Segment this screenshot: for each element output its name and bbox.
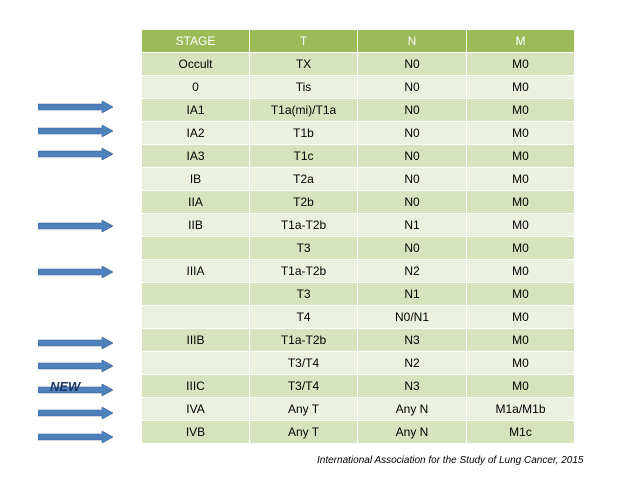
cell-t: T4	[250, 306, 358, 329]
table-row	[142, 329, 575, 352]
cell-stage	[142, 306, 250, 329]
cell-m: M0	[467, 145, 575, 168]
cell-t: Any T	[250, 398, 358, 421]
cell-stage	[142, 352, 250, 375]
cell-stage: IVA	[142, 398, 250, 421]
cell-n: N3	[358, 329, 467, 352]
table-row	[142, 283, 575, 306]
cell-m: M0	[467, 283, 575, 306]
cell-n: N0	[358, 76, 467, 99]
cell-t: T3/T4	[250, 375, 358, 398]
header-stage: STAGE	[142, 30, 250, 53]
cell-stage: IA3	[142, 145, 250, 168]
cell-n: N0	[358, 145, 467, 168]
right-arrow-icon	[38, 407, 113, 419]
cell-m: M0	[467, 191, 575, 214]
cell-t: Tis	[250, 76, 358, 99]
cell-m: M0	[467, 306, 575, 329]
cell-m: M0	[467, 237, 575, 260]
new-label: NEW	[50, 379, 81, 394]
cell-m: M0	[467, 168, 575, 191]
cell-m: M0	[467, 375, 575, 398]
cell-n: Any N	[358, 398, 467, 421]
cell-n: N1	[358, 214, 467, 237]
cell-n: N0	[358, 122, 467, 145]
right-arrow-icon	[38, 360, 113, 372]
source-caption: International Association for the Study of Lung Cancer, 2015	[317, 455, 584, 466]
table-row	[142, 99, 575, 122]
cell-m: M0	[467, 214, 575, 237]
cell-stage: IA2	[142, 122, 250, 145]
cell-n: N3	[358, 375, 467, 398]
cell-stage: IIIB	[142, 329, 250, 352]
table-row	[142, 260, 575, 283]
table-row	[142, 306, 575, 329]
header-t: T	[250, 30, 358, 53]
cell-m: M1c	[467, 421, 575, 444]
table-row	[142, 375, 575, 398]
cell-t: Any T	[250, 421, 358, 444]
cell-t: T1a-T2b	[250, 214, 358, 237]
cell-stage: IVB	[142, 421, 250, 444]
cell-t: T1b	[250, 122, 358, 145]
cell-n: N0	[358, 237, 467, 260]
header-n: N	[358, 30, 467, 53]
cell-n: N2	[358, 260, 467, 283]
cell-m: M0	[467, 352, 575, 375]
cell-stage: IIA	[142, 191, 250, 214]
cell-n: N0	[358, 191, 467, 214]
cell-stage: IIB	[142, 214, 250, 237]
table-row	[142, 214, 575, 237]
cell-t: T1a-T2b	[250, 329, 358, 352]
cell-stage: Occult	[142, 53, 250, 76]
right-arrow-icon	[38, 337, 113, 349]
cell-n: N0	[358, 99, 467, 122]
cell-n: N2	[358, 352, 467, 375]
right-arrow-icon	[38, 148, 113, 160]
table-row	[142, 421, 575, 444]
table-row	[142, 352, 575, 375]
cell-t: T1c	[250, 145, 358, 168]
table-row	[142, 398, 575, 421]
cell-t: T1a(mi)/T1a	[250, 99, 358, 122]
cell-t: T3/T4	[250, 352, 358, 375]
cell-t: T2b	[250, 191, 358, 214]
cell-m: M0	[467, 99, 575, 122]
cell-m: M0	[467, 260, 575, 283]
cell-stage: IIIC	[142, 375, 250, 398]
cell-stage: IIIA	[142, 260, 250, 283]
cell-m: M0	[467, 329, 575, 352]
table-row	[142, 191, 575, 214]
cell-stage: IB	[142, 168, 250, 191]
right-arrow-icon	[38, 431, 113, 443]
cell-t: T1a-T2b	[250, 260, 358, 283]
cell-stage	[142, 237, 250, 260]
cell-t: T3	[250, 237, 358, 260]
cell-stage: IA1	[142, 99, 250, 122]
table-row	[142, 122, 575, 145]
cell-t: T2a	[250, 168, 358, 191]
table-row	[142, 168, 575, 191]
cell-n: N1	[358, 283, 467, 306]
cell-n: N0	[358, 53, 467, 76]
cell-n: N0	[358, 168, 467, 191]
cell-m: M0	[467, 53, 575, 76]
cell-stage	[142, 283, 250, 306]
cell-m: M1a/M1b	[467, 398, 575, 421]
cell-n: Any N	[358, 421, 467, 444]
table-row	[142, 76, 575, 99]
table-row	[142, 145, 575, 168]
cell-stage: 0	[142, 76, 250, 99]
cell-t: TX	[250, 53, 358, 76]
header-m: M	[467, 30, 575, 53]
staging-table	[141, 29, 575, 444]
cell-n: N0/N1	[358, 306, 467, 329]
right-arrow-icon	[38, 125, 113, 137]
table-row	[142, 237, 575, 260]
cell-m: M0	[467, 122, 575, 145]
cell-m: M0	[467, 76, 575, 99]
table-row	[142, 53, 575, 76]
cell-t: T3	[250, 283, 358, 306]
header-row	[142, 30, 575, 53]
right-arrow-icon	[38, 220, 113, 232]
right-arrow-icon	[38, 101, 113, 113]
right-arrow-icon	[38, 266, 113, 278]
